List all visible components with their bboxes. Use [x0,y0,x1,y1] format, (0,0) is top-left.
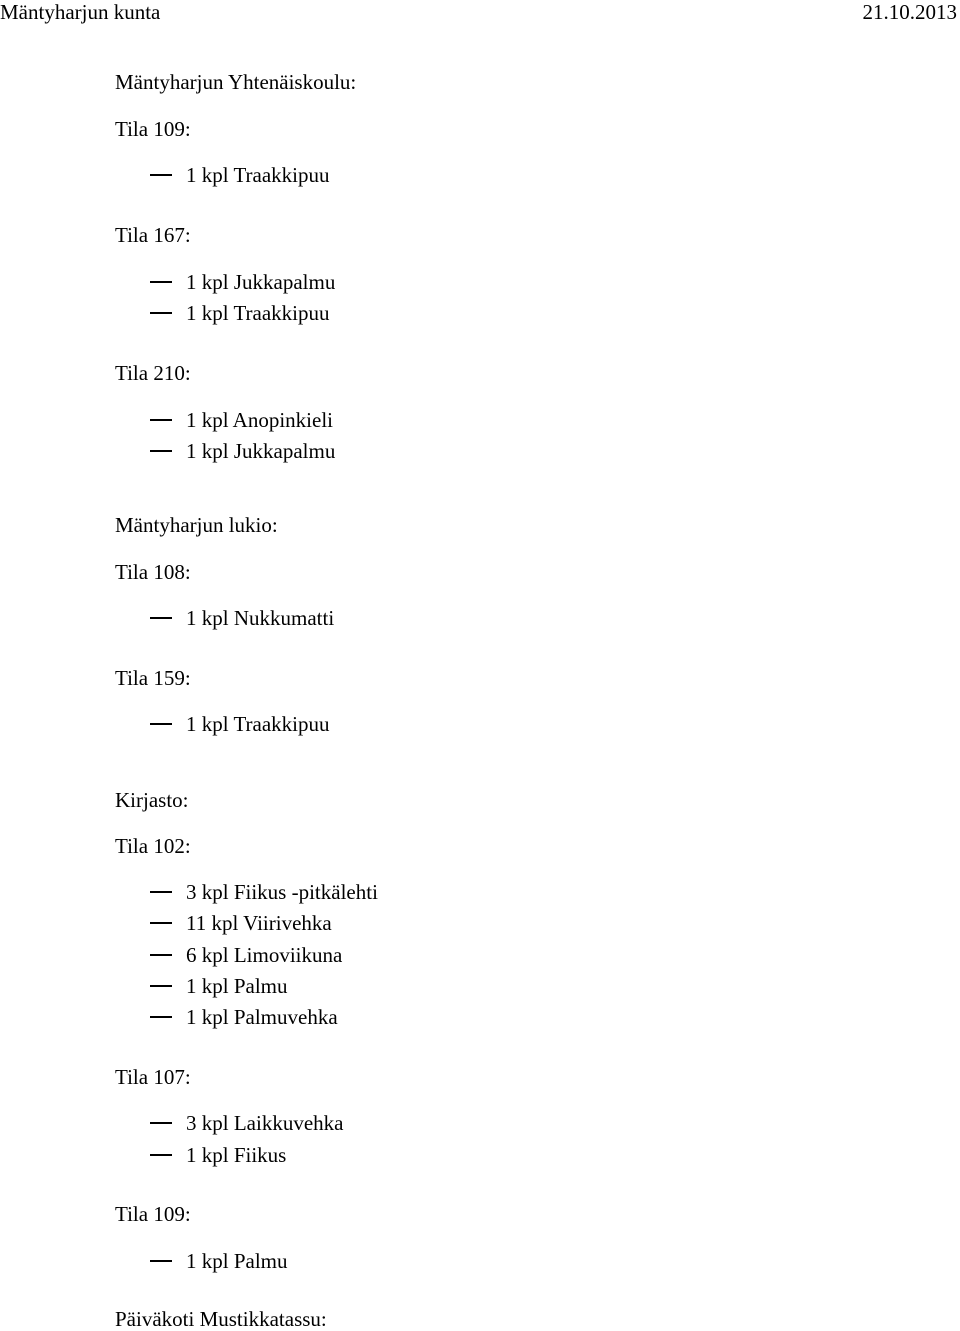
list-item-text: 1 kpl Traakkipuu [186,712,330,736]
dash-bullet [150,1016,172,1017]
list-item-text: 6 kpl Limoviikuna [186,943,343,967]
list-item [150,303,330,324]
dash-bullet [150,954,172,955]
list-item-text: 1 kpl Jukkapalmu [186,439,336,463]
list-item [150,410,333,431]
dash-bullet [150,1154,172,1155]
dash-bullet [150,1122,172,1123]
header-date: 21.10.2013 [862,0,957,24]
dash-bullet [150,419,172,420]
dash-bullet [150,617,172,618]
list-item [150,1113,343,1134]
list-item [150,976,288,997]
room-label: Tila 109: [115,1202,191,1226]
room-label: Tila 167: [115,223,191,247]
list-item-text: 1 kpl Traakkipuu [186,301,330,325]
room-label: Tila 210: [115,361,191,385]
list-item-text: 3 kpl Laikkuvehka [186,1111,344,1135]
list-item-text: 1 kpl Palmu [186,1249,288,1273]
list-item-text: 1 kpl Nukkumatti [186,606,335,630]
dash-bullet [150,450,172,451]
dash-bullet [150,1260,172,1261]
dash-bullet [150,985,172,986]
header-organization: Mäntyharjun kunta [0,0,161,24]
list-item [150,272,335,293]
list-item-text: 3 kpl Fiikus -pitkälehti [186,880,378,904]
section-title: Kirjasto: [115,788,189,812]
list-item [150,945,342,966]
room-label: Tila 159: [115,666,191,690]
list-item-text: 1 kpl Traakkipuu [186,163,330,187]
room-label: Tila 108: [115,560,191,584]
section-title: Päiväkoti Mustikkatassu: [115,1307,327,1331]
section-title: Mäntyharjun Yhtenäiskoulu: [115,70,357,94]
dash-bullet [150,891,172,892]
dash-bullet [150,312,172,313]
room-label: Tila 109: [115,117,191,141]
list-item [150,913,332,934]
list-item-text: 1 kpl Fiikus [186,1143,287,1167]
list-item-text: 11 kpl Viirivehka [186,911,332,935]
list-item-text: 1 kpl Palmuvehka [186,1005,338,1029]
list-item [150,882,378,903]
list-item [150,608,334,629]
list-item [150,1007,338,1028]
dash-bullet [150,922,172,923]
list-item-text: 1 kpl Palmu [186,974,288,998]
dash-bullet [150,174,172,175]
list-item-text: 1 kpl Anopinkieli [186,408,333,432]
list-item [150,1251,288,1272]
list-item-text: 1 kpl Jukkapalmu [186,270,336,294]
section-title: Mäntyharjun lukio: [115,513,278,537]
dash-bullet [150,281,172,282]
list-item [150,441,335,462]
list-item [150,1145,286,1166]
room-label: Tila 107: [115,1065,191,1089]
list-item [150,165,330,186]
list-item [150,714,330,735]
room-label: Tila 102: [115,834,191,858]
dash-bullet [150,723,172,724]
